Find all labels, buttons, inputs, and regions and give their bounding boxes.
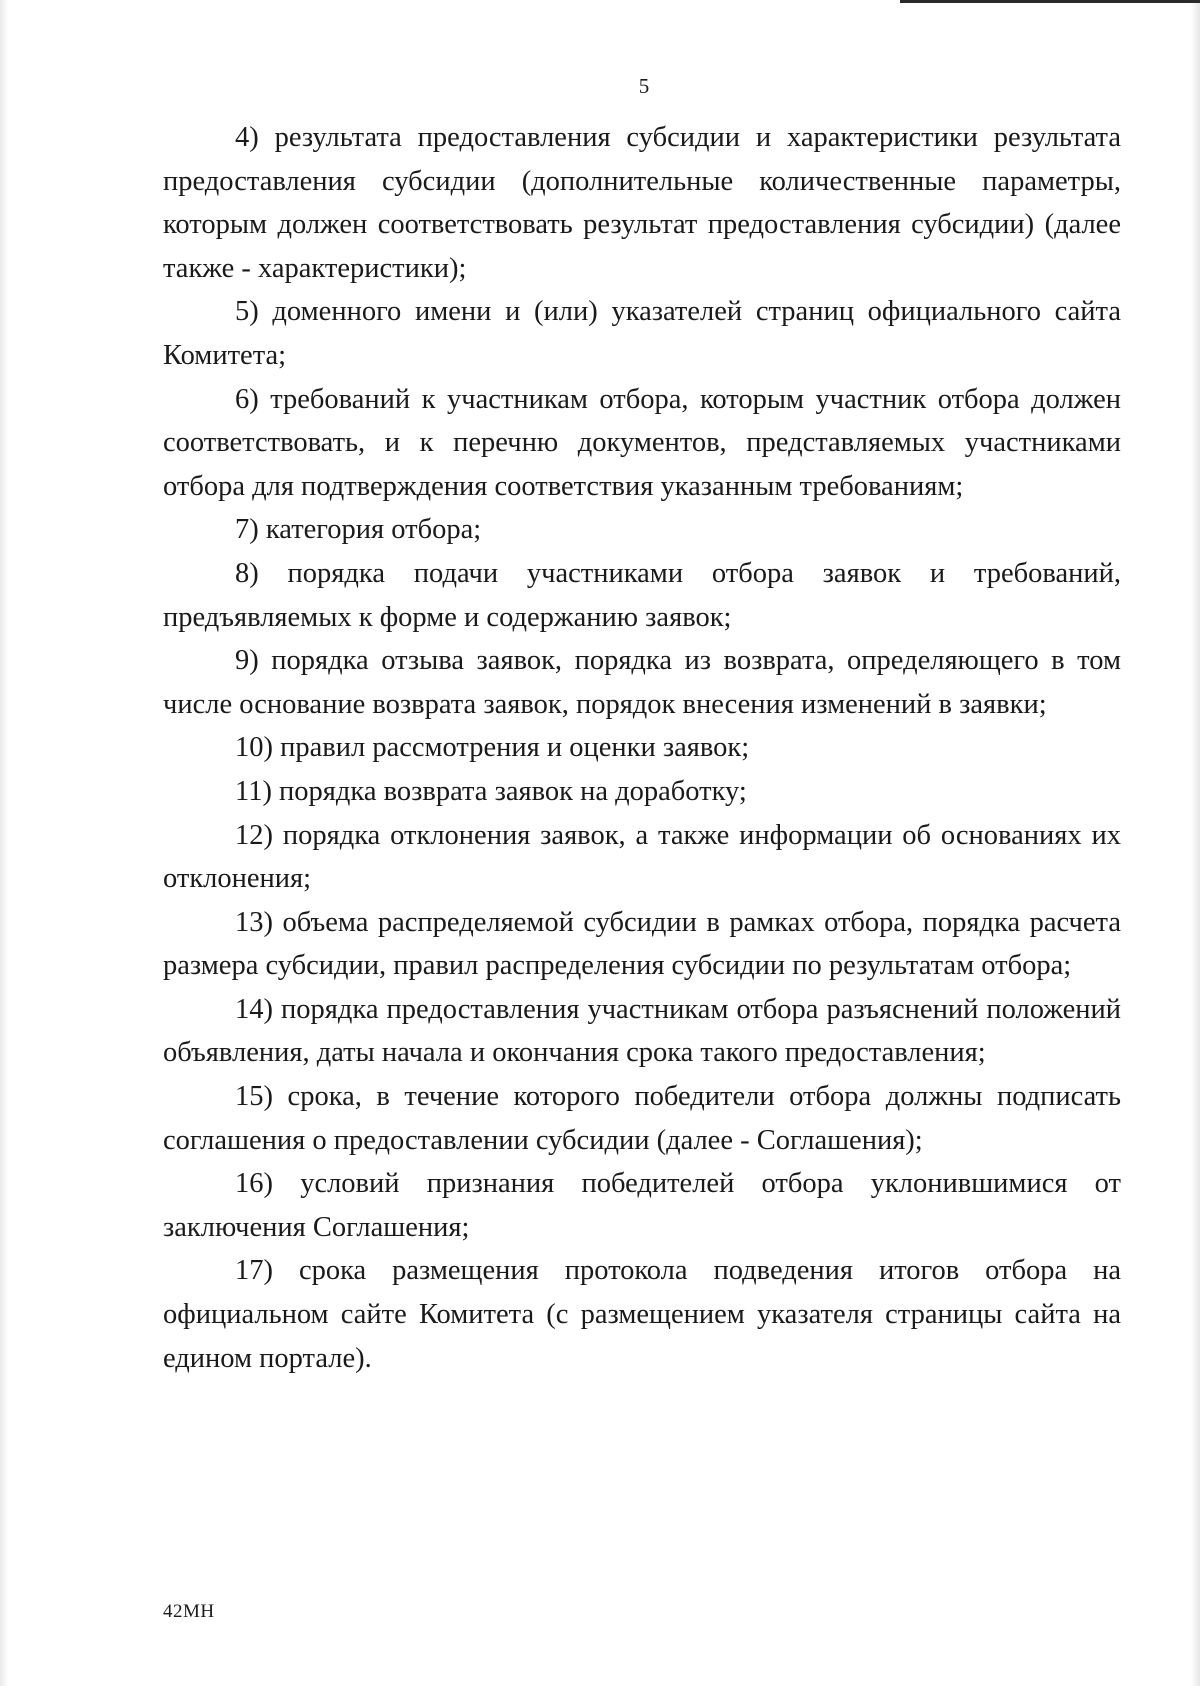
list-item: 8) порядка подачи участниками отбора заявок и требований, предъявляемых к форме и содержанию заявок; [163, 557, 1121, 633]
list-item: 6) требований к участникам отбора, которым участник отбора должен соответствовать, и к перечню документов, представляемых участниками отбора для подтверждения соответствия указанным требованиям; [163, 383, 1121, 502]
list-item: 7) категория отбора; [235, 514, 482, 546]
footer-document-code: 42МН [163, 1601, 215, 1622]
page-number: 5 [638, 74, 650, 98]
list-item: 9) порядка отзыва заявок, порядка из возврата, определяющего в том числе основание возврата заявок, порядок внесения изменений в заявки; [163, 645, 1121, 720]
list-item: 5) доменного имени и (или) указателей страниц официального сайта Комитета; [163, 296, 1121, 371]
list-item: 15) срока, в течение которого победители отбора должны подписать соглашения о предоставлении субсидии (далее - Соглашения); [163, 1081, 1121, 1156]
scan-right-edge [1190, 0, 1200, 1686]
list-item: 17) срока размещения протокола подведения итогов отбора на официальном сайте Комитета (с размещением указателя страницы сайта на едином портале). [163, 1255, 1121, 1374]
list-item: 12) порядка отклонения заявок, а также информации об основаниях их отклонения; [163, 819, 1121, 895]
document-body [163, 116, 1121, 1380]
list-item: 16) условий признания победителей отбора уклонившимися от заключения Соглашения; [163, 1168, 1121, 1243]
list-item: 14) порядка предоставления участникам отбора разъяснений положений объявления, даты начала и окончания срока такого предоставления; [163, 993, 1121, 1069]
list-item: 13) объема распределяемой субсидии в рамках отбора, порядка расчета размера субсидии, правил распределения субсидии по результатам отбора; [163, 906, 1121, 982]
list-item: 10) правил рассмотрения и оценки заявок; [235, 732, 750, 764]
list-item: 4) результата предоставления субсидии и характеристики результата предоставления субсидии (дополнительные количественные параметры, которым должен соответствовать результат предоставления субсидии) (далее также - характеристики); [163, 122, 1121, 284]
list-item: 11) порядка возврата заявок на доработку; [235, 775, 747, 807]
scan-top-rule [900, 0, 1200, 3]
scan-left-edge [0, 0, 8, 1686]
